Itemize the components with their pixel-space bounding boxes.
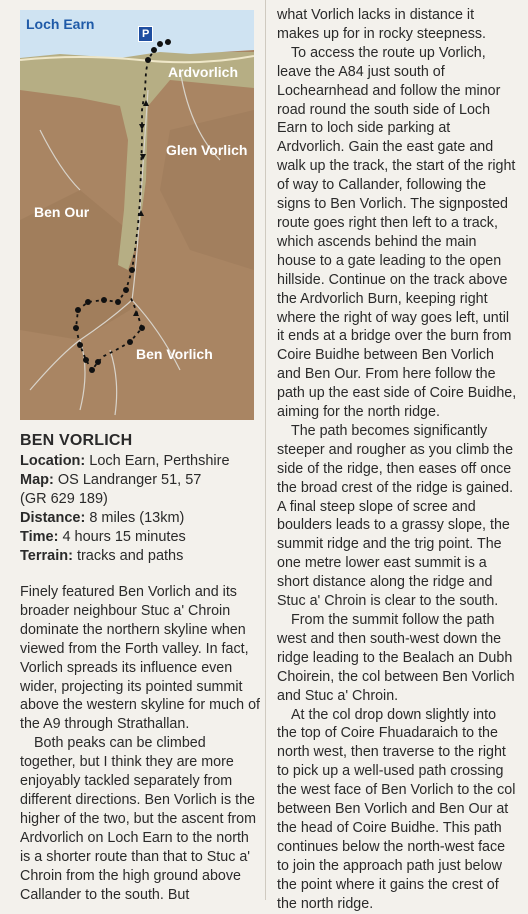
column-divider — [265, 0, 266, 900]
location-value: Loch Earn, Perthshire — [89, 453, 230, 469]
paragraph: To access the route up Vorlich, leave the A84 just south of Lochearnhead and follow the minor road round the south side of Loch Earn to loch side parking at Ardvorlich. Gain the east gate and walk up the track, the start of the right of way to Callander, following the signs to Ben Vorlich. The signposted route goes right then left to a track, which ascends behind the main house to a gate leading to the open hillside. Continue on the track above the Ardvorlich Burn, keeping right where the right of way goes left, until it ends at a bridge over the burn from Coire Buidhe between Ben Vorlich and Ben Our. From here follow the path up the east side of Coire Buidhe, aiming for the north ridge. — [277, 44, 517, 421]
grid-row: (GR 629 189) — [20, 491, 108, 507]
time-row — [20, 528, 260, 547]
terrain-label: Terrain: — [20, 548, 73, 564]
location-row — [20, 452, 260, 471]
paragraph: Finely featured Ben Vorlich and its broader neighbour Stuc a' Chroin dominate the northern skyline when viewed from the Forth valley. In fact, Vorlich spreads its influence even wider, projecting its pointed summit above the western skyline for much of the A9 through Strathallan. — [20, 584, 260, 733]
location-label: Location: — [20, 453, 86, 469]
map-row — [20, 471, 260, 490]
ardvorlich-label: Ardvorlich — [168, 64, 239, 80]
paragraph: Both peaks can be climbed together, but I think they are more enjoyably tackled separately from different directions. Ben Vorlich is the higher of the two, but the ascent from Ardvorlich on Loch Earn to the north is a shorter route than that to Stuc a' Chroin from the high ground above Callander to the south. But — [20, 735, 257, 903]
distance-label: Distance: — [20, 510, 86, 526]
terrain-value: tracks and paths — [76, 548, 184, 564]
paragraph: The path becomes significantly steeper and rougher as you climb the side of the ridge, then eases off once the broad crest of the ridge is gained. A final steep slope of scree and boulders leads to a grassy slope, the summit ridge and the trig point. The one metre lower east summit is a short distance along the ridge and Stuc a' Chroin is clear to the south. — [277, 422, 514, 610]
map-value: OS Landranger 51, 57 — [57, 472, 202, 488]
paragraph: At the col drop down slightly into the top of Coire Fhuadaraich to the north west, then traverse to the right to pick up a well-used path crossing the west face of Ben Vorlich to the col between Ben Vorlich and Ben Our at the head of Coire Buidhe. This path continues below the north-west face to join the approach path just below the point where it gains the crest of the north ridge. — [277, 706, 516, 912]
time-value: 4 hours 15 minutes — [62, 529, 186, 545]
parking-icon: P — [138, 26, 153, 42]
time-label: Time: — [20, 529, 59, 545]
paragraph: what Vorlich lacks in distance it makes up for in rocky steepness. — [277, 7, 486, 42]
ben-vorlich-label: Ben Vorlich — [136, 346, 213, 362]
route-info — [20, 432, 260, 566]
route-heading: BEN VORLICH — [20, 432, 133, 449]
right-article-text — [277, 6, 519, 914]
left-article-text — [20, 583, 260, 904]
glen-vorlich-label: Glen Vorlich — [166, 142, 248, 158]
map-label: Map: — [20, 472, 54, 488]
distance-row — [20, 509, 260, 528]
terrain-row — [20, 547, 260, 566]
distance-value: 8 miles (13km) — [89, 510, 185, 526]
loch-earn-label: Loch Earn — [26, 16, 95, 32]
paragraph: From the summit follow the path west and then south-west down the ridge leading to the Bealach an Dubh Choirein, the col between Ben Vorlich and Stuc a' Chroin. — [277, 612, 515, 704]
route-map — [20, 10, 254, 420]
ben-our-label: Ben Our — [34, 204, 90, 220]
